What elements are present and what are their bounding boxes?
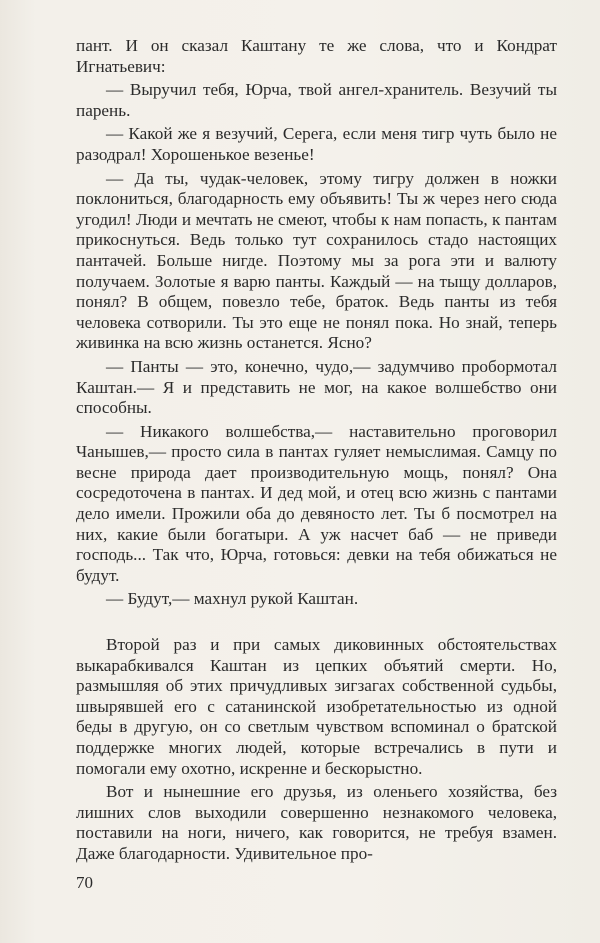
section-2-text bbox=[76, 635, 557, 868]
paragraph: — Будут,— махнул рукой Каштан. bbox=[106, 589, 359, 609]
paragraph: Второй раз и при самых диковинных обстоятельствах выкарабкивался Каштан из цепких объятий смерти. Но, размышляя об этих причудливых зигзагах собственной судьбы, швырявшей его с сатанинской изобретательностью из одной беды в другую, он со светлым чувством вспоминал о братской поддержке многих людей, которые встречались в пути и помогали ему охотно, искренне и бескорыстно. bbox=[76, 635, 557, 778]
paragraph: — Никакого волшебства,— наставительно проговорил Чанышев,— просто сила в пантах гуляет немыслимая. Самцу по весне природа дает производительную мощь, понял? Она сосредоточена в пантах. И дед мой, и отец всю жизнь с пантами дело имели. Прожили оба до девяносто лет. Ты б посмотрел на них, какие были богатыри. А уж насчет баб — не приведи господь... Так что, Юрча, готовься: девки на тебя обижаться не будут. bbox=[76, 421, 557, 585]
paragraph: Вот и нынешние его друзья, из оленьего хозяйства, без лишних слов выходили совершенно незнакомого человека, поставили на ноги, ничего, как говорится, не требуя взамен. Даже благодарности. Удивительное про- bbox=[76, 782, 557, 863]
paragraph: — Какой же я везучий, Серега, если меня тигр чуть было не разодрал! Хорошенькое везенье! bbox=[76, 124, 557, 164]
paragraph: — Выручил тебя, Юрча, твой ангел-хранитель. Везучий ты парень. bbox=[76, 80, 557, 120]
paragraph: — Да ты, чудак-человек, этому тигру должен в ножки поклониться, благодарность ему объявить! Ты ж через него сюда угодил! Люди и мечтать не смеют, чтобы к нам попасть, к пантам прикоснуться. Ведь только тут сохранилось стадо настоящих пантачей. Больше нигде. Поэтому мы за рога эти и валюту получаем. Золотые я варю панты. Каждый — на тыщу долларов, понял? В общем, повезло тебе, браток. Ведь панты из тебя человека сотворили. Ты это еще не понял пока. Но знай, теперь живинка на всю жизнь останется. Ясно? bbox=[76, 168, 557, 353]
paragraph: — Панты — это, конечно, чудо,— задумчиво пробормотал Каштан.— Я и представить не мог, на какое волшебство они способны. bbox=[76, 356, 557, 418]
section-1-text bbox=[76, 36, 557, 613]
page-number: 70 bbox=[76, 873, 93, 892]
paragraph: пант. И он сказал Каштану те же слова, что и Кондрат Игнатьевич: bbox=[76, 36, 557, 76]
